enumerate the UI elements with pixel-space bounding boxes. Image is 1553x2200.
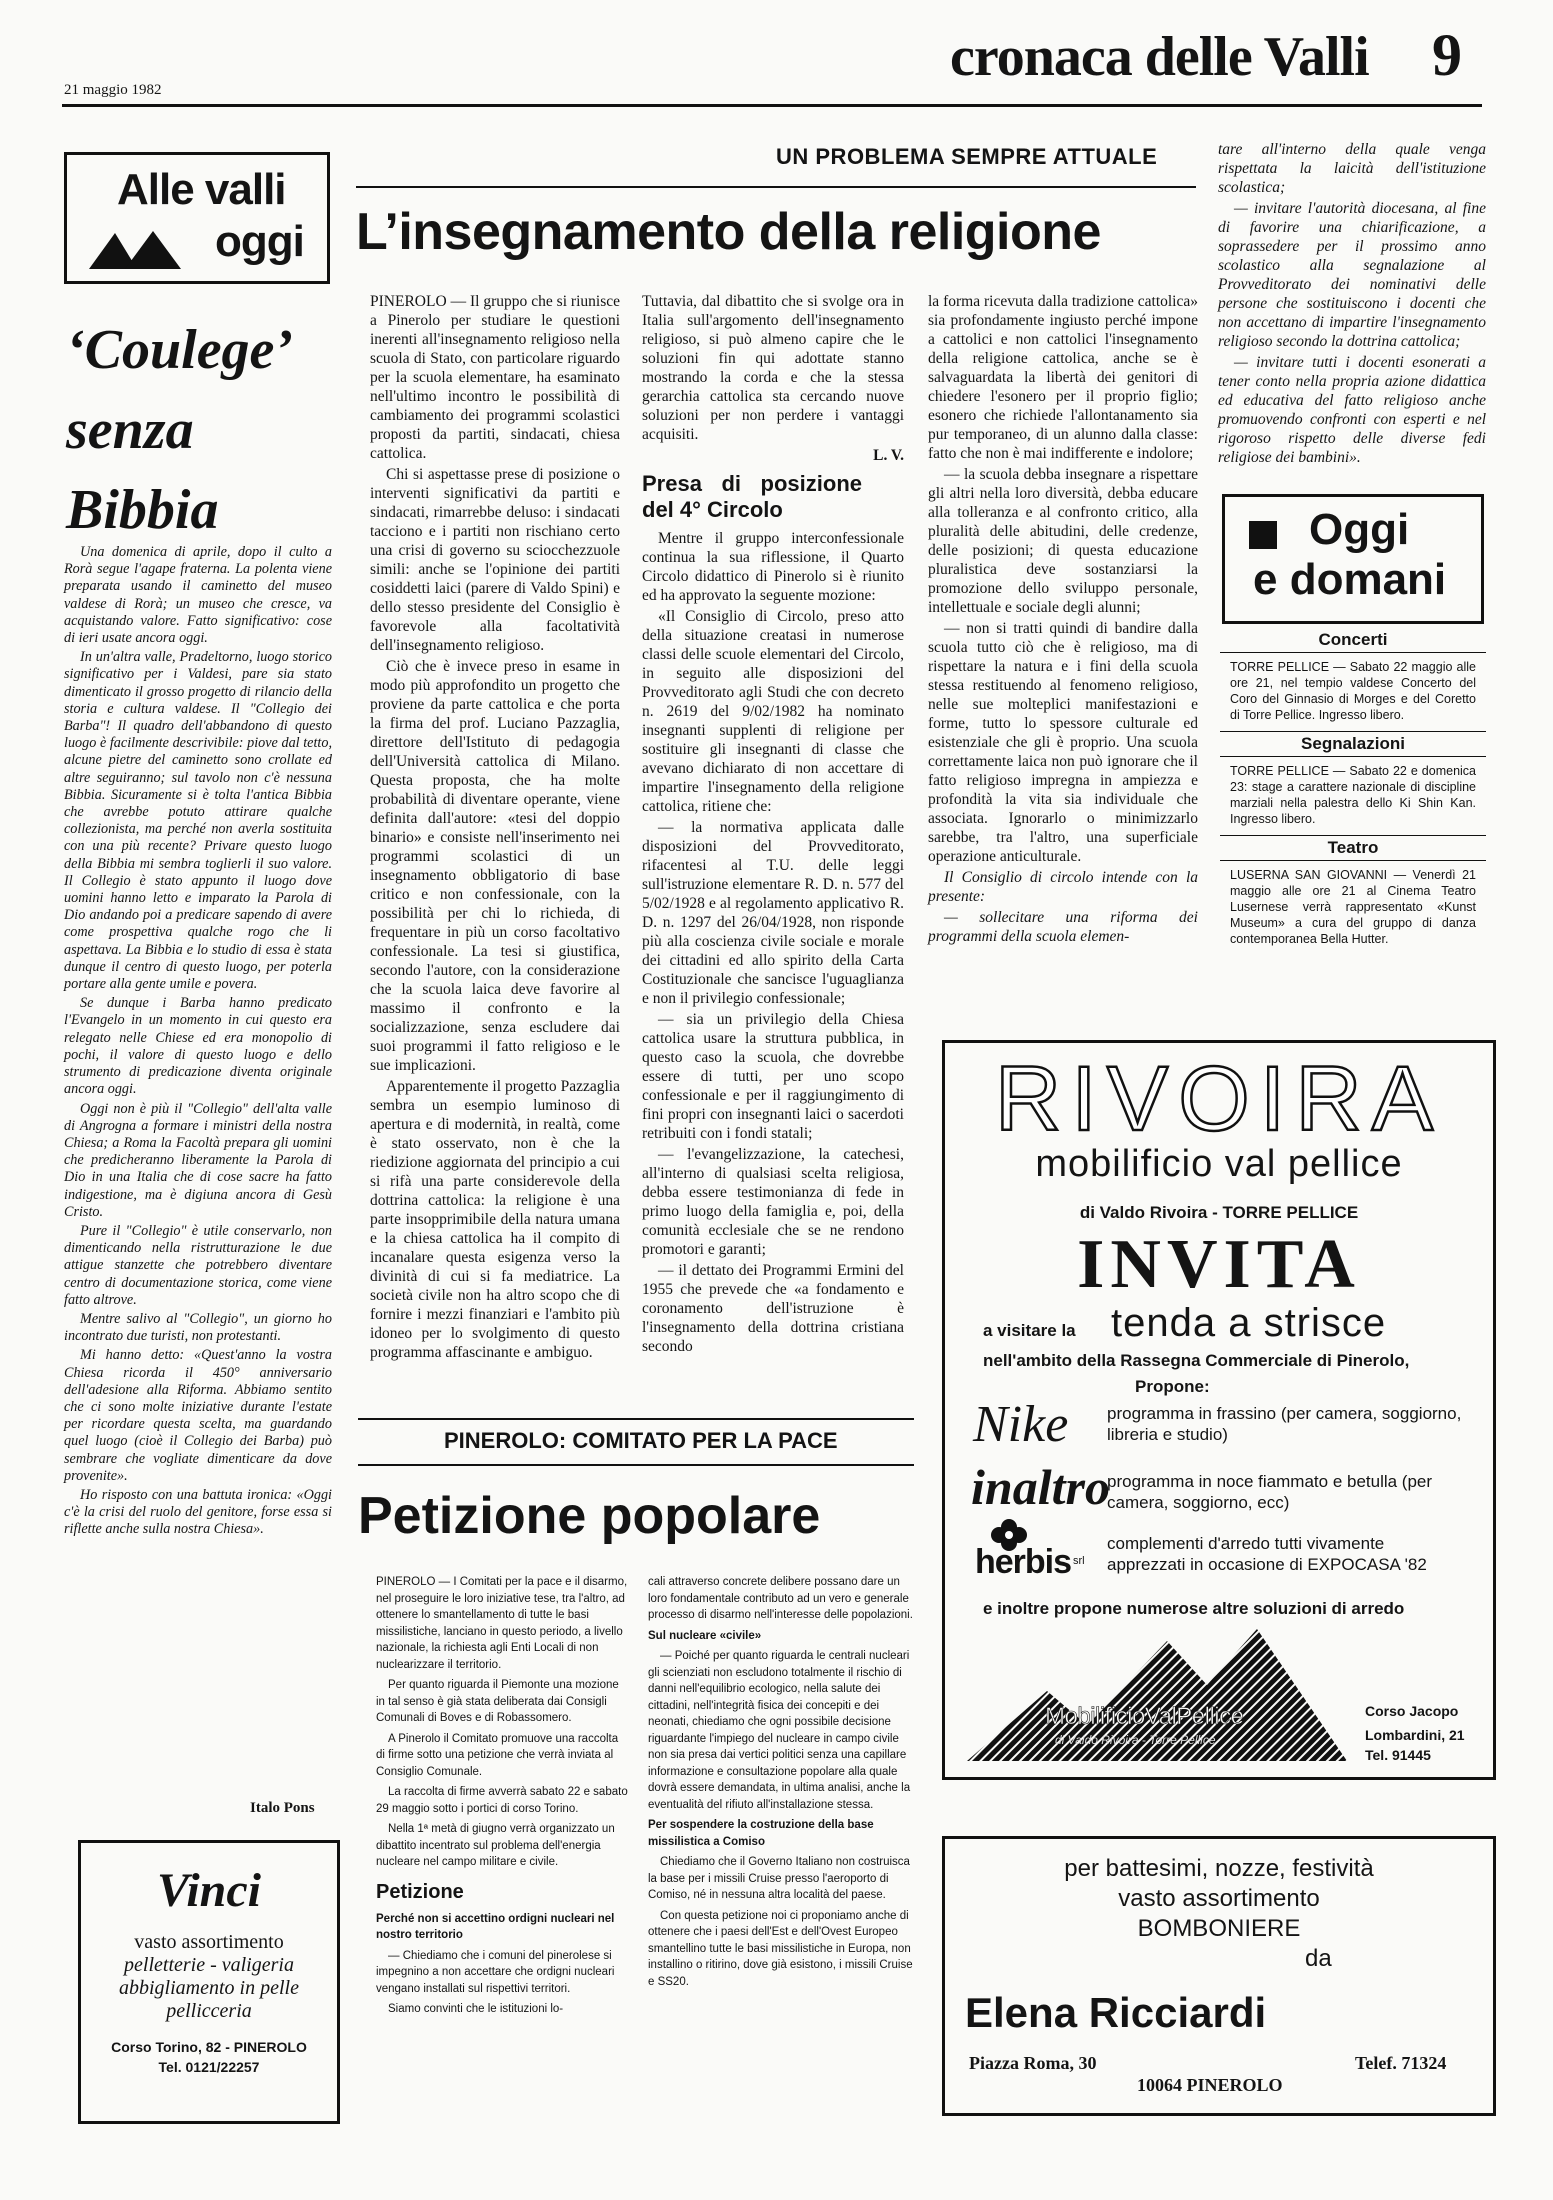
pace-subhead: Petizione	[376, 1880, 464, 1903]
rivoira-phone: Tel. 91445	[1365, 1747, 1431, 1763]
pace-subheading: Per sospendere la costruzione della base missilistica a Comiso	[648, 1819, 874, 1848]
religione-paragraph: — l'evangelizzazione, la catechesi, all'interno di qualsiasi scelta religiosa, debba essere testimonianza di fede in primo luogo della famiglia e, poi, della comunità ecclesiale che se ne rendono promotori e garanti;	[642, 1146, 904, 1258]
religione-paragraph: — sollecitare una riforma dei programmi della scuola elemen-	[928, 909, 1198, 945]
rivoira-brand: RIVOIRA	[994, 1048, 1444, 1150]
pace-paragraph: A Pinerolo il Comitato promuove una raccolta di firme sotto una petizione che verrà inviata al Consiglio Comunale.	[376, 1732, 619, 1778]
sidebar-title	[66, 310, 293, 550]
pace-paragraph: La raccolta di firme avverrà sabato 22 e sabato 29 maggio sotto i portici di corso Torino.	[376, 1786, 628, 1815]
rivoira-tenda: tenda a strisce	[1111, 1301, 1387, 1345]
herbis-srl: srl	[1073, 1555, 1085, 1567]
pace-paragraph: Con questa petizione noi ci proponiamo anche di ottenere che i paesi dell'Est e dell'Ovest Europeo smantellino tutte le basi missilistiche in Europa, non installino o ritirino, dove già esistono, i missili Cruise e SS20.	[648, 1909, 913, 1988]
ricciardi-line1: per battesimi, nozze, festività	[1064, 1855, 1374, 1882]
rivoira-sign-sub: di Valdo Rivoira - Torre Pellice	[1055, 1733, 1216, 1747]
religione-paragraph: Tuttavia, dal dibattito che si svolge ora in Italia sull'argomento dell'insegnamento religioso, si può almeno capire che le soluzioni fin qui adottate stanno mostrando la corda e che la stessa gerarchia cattolica sta cercando nuove soluzioni per non perdere i vantaggi acquisiti.	[642, 293, 904, 443]
calendar-entry: TORRE PELLICE — Sabato 22 maggio alle ore 21, nel tempio valdese Concerto del Coro del Ginnasio di Morges e del Coretto di Torre Pellice. Ingresso libero.	[1230, 660, 1476, 722]
rivoira-propone: Propone:	[1135, 1377, 1210, 1396]
religione-paragraph: Il Consiglio di circolo intende con la presente:	[928, 869, 1198, 905]
vinci-line2: pelletterie - valigeria	[124, 1954, 294, 1976]
religione-paragraph: Apparentemente il progetto Pazzaglia sembra un esempio luminoso di apertura e di modernità, in realtà, come è stato osservato, non è che la riedizione aggiornata del principio a cui si rifà una parte considerevole della dottrina cattolica: la religione è una parte insopprimibile della natura umana e la chiesa cattolica ha il compito di incanalare questa esigenza verso la divinità di cui si fa mediatrice. La società civile non ha altro scopo che di fornire i mezzi finanziari e l'ambito più idoneo per lo svolgimento di questo programma affascinante e ambiguo.	[370, 1078, 620, 1361]
rivoira-tagline: mobilificio val pellice	[1035, 1143, 1403, 1185]
vinci-name: Vinci	[156, 1864, 262, 1917]
pace-top-rule	[358, 1418, 914, 1420]
calendar-heading: Teatro	[1220, 835, 1486, 861]
religione-paragraph: — la normativa applicata dalle disposizioni del Provveditorato, rifacentesi al T.U. delle leggi sull'istruzione elementare R. D. n. 577 del 5/02/1928 e al regolamento applicativo R. D. n. 1297 del 26/04/1928, non risponde più alla coscienza civile sociale e morale dei cittadini ed allo spirito della Carta Costituzionale che sancisce l'uguaglianza e non il privilegio confessionale;	[642, 819, 904, 1007]
sidebar-paragraph: Se dunque i Barba hanno predicato l'Evangelo in un momento in cui questo era relegato nelle Chiese ed era monopolio di pochi, il valore di questo luogo e dello strumento di predicazione diventa originale ancora oggi.	[64, 995, 332, 1098]
religione-col2	[642, 292, 904, 1358]
sidebar-article-body	[64, 544, 332, 1541]
pace-headline: Petizione popolare	[358, 1487, 821, 1545]
masthead: cronaca delle Valli	[950, 26, 1369, 88]
religione-paragraph: «Il Consiglio di Circolo, preso atto della situazione creatasi in numerose classi delle scuole elementari del Circolo, in seguito alle disposizioni del Provveditorato agli Studi che con decreto n. 2619 del 9/02/1982 ha nominato insegnanti supplenti di religione per sostituire gli insegnanti di classe che avevano dichiarato di non accettare di impartire l'insegnamento della religione cattolica, ritiene che:	[642, 608, 904, 815]
sidebar-paragraph: Mi hanno detto: «Quest'anno la vostra Chiesa ricorda il 450° anniversario dell'adesione alla Riforma. Abbiamo sentito che ci sono molte iniziative durante l'estate per ricordare questa scelta, ma guardando quel luogo (cioè il Collegio dei Barba) può sembrare che vogliate dimenticare da dove provenite».	[64, 1347, 332, 1484]
religione-paragraph: la forma ricevuta dalla tradizione cattolica» sia profondamente ingiusto perché impone a cattolici e non cattolici l'insegnamento della religione cattolica, anche se è salvaguardata la libertà dei genitori di chiedere l'esonero per il proprio figlio; esonero che richiede l'allontanamento sia pur temporaneo, di un alunno dalla classe: fatto che non è mai indifferente e indolore;	[928, 293, 1198, 462]
rivoira-owner: di Valdo Rivoira - TORRE PELLICE	[1079, 1203, 1359, 1222]
sidebar-title-line3: Bibbia	[66, 479, 219, 541]
ricciardi-name: Elena Ricciardi	[965, 1989, 1267, 2036]
religione-paragraph: Ciò che è invece preso in esame in modo più approfondito un progetto che proviene da parte cattolica e che porta la firma del prof. Luciano Pazzaglia, direttore dell'Istituto di pedagogia dell'Università cattolica di Milano. Questa proposta, che ha molte probabilità di diventare operante, viene definita dall'autore: «tesi del doppio binario» e consiste nell'inserimento nei programmi scolastici di un insegnamento obbligatorio di base critico e non confessionale, con la possibilità per chi lo richieda, di frequentare in più un corso facoltativo confessionale. La tesi si giustifica, secondo l'autore, con la considerazione che la scuola laica deve favorire al massimo il confronto e la socializzazione, senza escludere dai suoi programmi il fatto religioso e le sue implicazioni.	[370, 658, 620, 1074]
pace-paragraph: Nella 1ª metà di giugno verrà organizzato un dibattito incentrato sul problema dell'energia nucleare nel campo militare e civile.	[376, 1823, 615, 1868]
ricciardi-city: 10064 PINEROLO	[1137, 2075, 1283, 2095]
rivoira-address2: Lombardini, 21	[1365, 1727, 1465, 1743]
religione-paragraph: — il dettato dei Programmi Ermini del 1955 che prevede che «a fondamento e coronamento dell'istruzione è l'insegnamento della dottrina cristiana secondo	[642, 1262, 904, 1355]
sidebar-title-line2: senza	[66, 399, 194, 461]
ricciardi-line4: da	[1305, 1945, 1332, 1972]
religione-paragraph: — la scuola debba insegnare a rispettare gli altri nella loro diversità, debba educare alla tolleranza e al confronto critico, alla pluralità delle abitudini, delle credenze, delle posizioni; di questa educazione pluralistica deve sostanziarsi la promozione dello sviluppo personale, intellettuale e sociale degli alunni;	[928, 466, 1198, 616]
vinci-line3: abbigliamento in pelle	[119, 1977, 299, 1999]
rivoira-offer3: complementi d'arredo tutti vivamente apprezzati in occasione di EXPOCASA '82	[1107, 1534, 1427, 1574]
vinci-address: Corso Torino, 82 - PINEROLO	[111, 2039, 307, 2055]
sidebar-paragraph: Una domenica di aprile, dopo il culto a Rorà segue l'agape fraterna. La polenta viene preparata usando il caminetto del museo valdese di Rorà; un museo che cresce, va acquistando valore. Fatto significativo: cose di ieri usate ancora oggi.	[64, 544, 332, 647]
pace-paragraph: Per quanto riguarda il Piemonte una mozione in tal senso è già stata deliberata dai Consigli Comunali di Boves e di Robassomero.	[376, 1679, 619, 1724]
ricciardi-address: Piazza Roma, 30	[969, 2053, 1097, 2073]
religione-subhead: Presa di posizione del 4° Circolo	[642, 471, 862, 522]
ricciardi-line2: vasto assortimento	[1118, 1885, 1320, 1912]
sidebar-paragraph: Pure il "Collegio" è utile conservarlo, non dimenticando nella ristrutturazione le due attigue stanzette che potrebbero diventare centro di documentazione storica, come viene fatto altrove.	[64, 1222, 332, 1308]
religione-col3	[928, 292, 1198, 948]
rivoira-address1: Corso Jacopo	[1365, 1703, 1459, 1719]
square-bullet-icon	[1249, 521, 1277, 549]
calendar-entry: TORRE PELLICE — Sabato 22 e domenica 23: stage a carattere nazionale di discipline marziali nella palestra dello Ki Shin Kan. Ingresso libero.	[1230, 764, 1476, 826]
calendar-title-line2: e domani	[1253, 555, 1447, 604]
calendar-heading: Concerti	[1220, 628, 1486, 653]
rivoira-closing: e inoltre propone numerose altre soluzioni di arredo	[983, 1599, 1405, 1618]
religione-headline: L’insegnamento della religione	[356, 203, 1101, 261]
religione-paragraph: — sia un privilegio della Chiesa cattolica usare la struttura pubblica, in questo caso la scuola, che dovrebbe essere di tutti, per uno scopo confessionale e per il raggiungimento di fini propri con insegnanti laici o sacerdoti retribuiti con i fondi statali;	[642, 1011, 904, 1142]
religione-kicker: UN PROBLEMA SEMPRE ATTUALE	[776, 144, 1158, 169]
religione-col4	[1218, 140, 1486, 469]
pace-col2	[648, 1574, 914, 1994]
pace-paragraph: Chiediamo che il Governo Italiano non costruisca la base per i missili Cruise presso l'aeroporto di Comiso, né in nessuna altra località del paese.	[648, 1856, 910, 1901]
ricciardi-line3: BOMBONIERE	[1137, 1915, 1301, 1942]
religione-col1	[370, 292, 620, 1364]
rivoira-offer1: programma in frassino (per camera, soggiorno, libreria e studio)	[1107, 1404, 1462, 1444]
religione-paragraph: — invitare tutti i docenti esonerati a tener conto nella propria azione didattica ed educativa del fatto religioso anche promuovendo confronti con esperti e nel rigoroso rispetto delle diverse fedi religiose dei bambini».	[1218, 354, 1486, 466]
pace-subheading: Perché non si accettino ordigni nucleari nel nostro territorio	[376, 1912, 615, 1941]
rivoira-rassegna: nell'ambito della Rassegna Commerciale di Pinerolo,	[983, 1351, 1410, 1370]
sidebar-paragraph: Ho risposto con una battuta ironica: «Oggi c'è la crisi del ruolo del genitore, forse essa si riflette anche sulla nostra Chiesa».	[64, 1486, 332, 1538]
nike-logo: Nike	[973, 1396, 1069, 1453]
calendar-entry: LUSERNA SAN GIOVANNI — Venerdì 21 maggio alle ore 21 al Cinema Teatro Lusernese verrà rappresentato «Kunst Museum» a cura del gruppo di danza contemporanea Bella Hutter.	[1230, 868, 1476, 946]
vinci-line1: vasto assortimento	[134, 1931, 284, 1953]
calendar-title-line1: Oggi	[1309, 505, 1410, 554]
pace-paragraph: cali attraverso concrete delibere possano dare un loro fondamentale contributo ad un vero e generale processo di disarmo nell'interesse delle popolazioni.	[648, 1576, 913, 1621]
logo-line1: Alle valli	[117, 165, 286, 214]
rivoira-offer2: programma in noce fiammato e betulla (per camera, soggiorno, ecc)	[1107, 1472, 1433, 1512]
pace-rule	[358, 1464, 914, 1466]
vinci-phone: Tel. 0121/22257	[158, 2059, 260, 2075]
pace-subheading: Sul nucleare «civile»	[648, 1629, 762, 1642]
ricciardi-phone: Telef. 71324	[1355, 2053, 1447, 2073]
calendar-listing	[1220, 628, 1486, 955]
rivoira-visit: a visitare la	[983, 1321, 1076, 1340]
pace-paragraph: — Poiché per quanto riguarda le centrali nucleari gli scienziati non escludono totalmente il rischio di danni nell'equilibrio ecologico, nella salute dei cittadini, nell'integrità fisica dei concepiti e dei neonati, chiediamo che ogni possibile decisione riguardante l'impiego del nucleare in campo civile non sia presa dai vertici politici senza una capillare informazione e consultazione popolare alla quale dovrà essere demandata, in ultima analisi, anche la eventualità del rifiuto all'installazione stessa.	[648, 1650, 911, 1811]
religione-rule	[356, 186, 1196, 188]
header-rule	[62, 104, 1482, 107]
rivoira-ad	[942, 1040, 1496, 1780]
oggi-domani-box	[1222, 494, 1484, 624]
pace-paragraph: PINEROLO — I Comitati per la pace e il disarmo, nel proseguire le loro iniziative tese, tra l'altro, ad ottenere lo smantellamento di tutte le basi missilistiche, lanciano in questo periodo, a livello nazionale, la richiesta agli Enti Locali di non nuclearizzare il territorio.	[376, 1576, 628, 1671]
religione-paragraph: — non si tratti quindi di bandire dalla scuola tutto ciò che è religioso, ma di rispettare la natura e i fini della scuola stessa restituendo al fenomeno religioso, nelle sue molteplici manifestazioni e forme, tutto lo spessore culturale ed esistenziale che gli è proprio. Una scuola correttamente laica non può ignorare che il fatto religioso impregna in ampiezza e profondità la vita sia individuale che associata. Ignorarlo o minimizzarlo sarebbe, tra l'altro, una superficiale operazione anticulturale.	[928, 620, 1198, 865]
mountain-icon	[89, 227, 189, 271]
religione-paragraph: PINEROLO — Il gruppo che si riunisce a Pinerolo per studiare le questioni inerenti all'insegnamento religioso nella scuola di Stato, con particolare riguardo per la scuola elementare, ha esaminato nell'ultimo incontro le possibilità di cambiamento dei programmi scolastici proposti da partiti, sindacati, chiesa cattolica.	[370, 293, 620, 462]
herbis-logo: herbis	[975, 1543, 1072, 1581]
calendar-heading: Segnalazioni	[1220, 731, 1486, 757]
sidebar-signature: Italo Pons	[250, 1800, 315, 1816]
sidebar-paragraph: Oggi non è più il "Collegio" dell'alta valle di Angrogna a formare i ministri della nostra Chiesa; a Roma la Facoltà prepara gli uomini che predicheranno liberamente la Parola di Dio in una Italia che di cose sacre ha fatto indigestione, ma è digiuna ancora di Gesù Cristo.	[64, 1100, 332, 1220]
rivoira-invita: INVITA	[1077, 1226, 1361, 1303]
inaltro-logo: inaltro	[971, 1459, 1110, 1515]
page-date: 21 maggio 1982	[64, 82, 162, 98]
ricciardi-ad	[942, 1836, 1496, 2116]
religione-paragraph: Chi si aspettasse prese di posizione o interventi significativi da partiti e sindacati, rimarrebbe deluso: i sindacati tacciono e i partiti non rischiano certo una crisi di governo su sciocchezzuole simili: anche se l'opinione dei partiti cosiddetti laici (parere di Valdo Spini) e dello stesso presidente del Consiglio è favorevole alla facoltatività dell'insegnamento religioso.	[370, 466, 620, 654]
page-number: 9	[1432, 22, 1462, 88]
pace-col1	[376, 1574, 628, 2022]
pace-kicker: PINEROLO: COMITATO PER LA PACE	[444, 1428, 838, 1453]
alle-valli-logo	[64, 152, 330, 284]
religione-signature: L. V.	[873, 447, 904, 464]
religione-paragraph: Mentre il gruppo interconfessionale continua la sua riflessione, il Quarto Circolo didattico di Pinerolo si è riunito ed ha approvato la seguente mozione:	[642, 530, 904, 604]
vinci-ad	[78, 1840, 340, 2124]
rivoira-sign-main: MobilificioValPellice	[1045, 1703, 1244, 1730]
logo-line2: oggi	[215, 217, 304, 266]
religione-paragraph: — invitare l'autorità diocesana, al fine di favorire una chiarificazione, a soprassedere per il prossimo anno scolastico alla segnalazione al Provveditorato dei nominativi delle persone che sostituiscono i docenti che non accettano di impartire l'insegnamento religioso secondo la dottrina cattolica;	[1218, 200, 1486, 350]
sidebar-title-line1: ‘Coulege’	[66, 319, 294, 381]
religione-paragraph: tare all'interno della quale venga rispettata la laicità dell'istituzione scolastica;	[1218, 141, 1486, 196]
sidebar-paragraph: Mentre salivo al "Collegio", un giorno ho incontrato due turisti, non protestanti.	[64, 1310, 332, 1345]
pace-paragraph: Siamo convinti che le istituzioni lo-	[388, 2003, 564, 2015]
sidebar-paragraph: In un'altra valle, Pradeltorno, luogo storico significativo per i Valdesi, pare sia stato dimenticato il grosso progetto di rilancio della storia e cultura valdese. Il "Collegio dei Barba"! Il quadro dell'abbandono di questo luogo è facilmente descrivibile: piove dal tetto, alcune pietre del caminetto sono crollate ed altre seguiranno; sul tavolo non c'è nessuna Bibbia. Sicuramente si è tolta l'antica Bibbia che avrebbe potuto attirare qualche collezionista, ma perché non averla sostituita con una più recente? Privare questo luogo della Bibbia mi sembra toglierli il suo valore. Il Collegio è stato appunto il luogo dove uomini hanno letto e imparato la Parola di Dio andando poi a predicare sapendo di avere come prospettiva qualche rogo che li aspettava. La Bibbia e lo studio di essa è stata dunque il centro di questo luogo, per poterla portare alla gente umile e povera.	[64, 649, 332, 993]
pace-paragraph: — Chiediamo che i comuni del pinerolese si impegnino a non accettare che ordigni nucleari vengano installati sul rispettivi territori.	[376, 1949, 615, 1995]
vinci-line4: pellicceria	[166, 2000, 252, 2022]
